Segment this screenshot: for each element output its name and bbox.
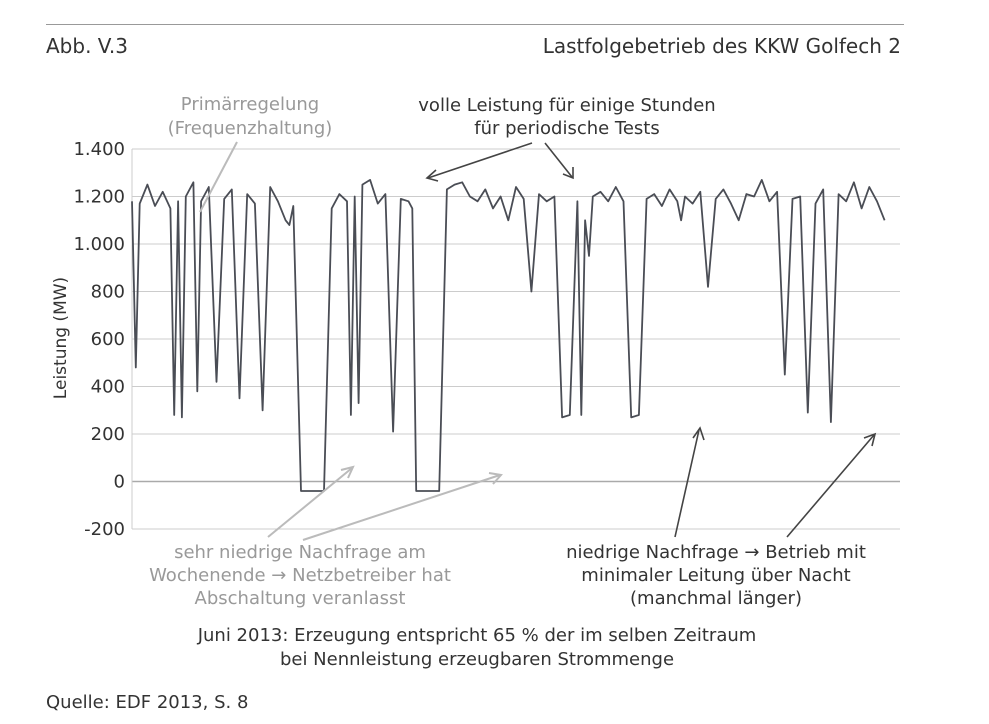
annotation-weekend-line1: sehr niedrige Nachfrage am [174,542,426,563]
figure-label: Abb. V.3 [46,34,128,58]
y-tick-label: 1.200 [73,186,125,208]
y-tick-label: 1.000 [73,234,125,255]
arrow-night-2 [787,435,874,537]
annotation-night-line3: (manchmal länger) [630,588,802,609]
series-line-0 [132,180,885,491]
annotation-night-line1: niedrige Nachfrage → Betrieb mit [566,542,866,563]
y-tick-label: 400 [90,376,125,398]
y-tick-label: 800 [90,281,125,303]
annotation-primary-control-line1: Primärregelung [180,94,320,115]
series-group [132,180,885,491]
figure-title: Lastfolgebetrieb des KKW Golfech 2 [542,34,901,58]
annotation-weekend-line2: Wochenende → Netzbetreiber hat [149,565,451,586]
annotation-night-line2: minimaler Leitung über Nacht [581,565,851,586]
annotation-weekend-line3: Abschaltung veranlasst [194,588,406,609]
y-tick-label: 0 [113,471,125,493]
annotation-primary-control-line2: (Frequenzhaltung) [167,118,333,139]
y-tick-label: 1.400 [73,139,125,160]
y-tick-labels [73,139,125,540]
annotation-full-power-line1: volle Leistung für einige Stunden [418,95,716,116]
arrow-night-1 [675,430,699,537]
arrow-full-power-right [545,143,572,177]
source-note: Quelle: EDF 2013, S. 8 [46,692,249,713]
arrow-weekend-1 [268,468,352,537]
arrow-full-power-left [428,143,532,178]
y-tick-label: 600 [90,329,125,350]
annotation-full-power-line2: für periodische Tests [474,118,660,139]
y-tick-label: -200 [84,519,125,540]
caption-line1: Juni 2013: Erzeugung entspricht 65 % der im selben Zeitraum [197,625,757,646]
y-axis-label: Leistung (MW) [51,276,71,400]
y-tick-label: 200 [90,424,125,445]
caption-line2: bei Nennleistung erzeugbaren Strommenge [279,649,675,670]
